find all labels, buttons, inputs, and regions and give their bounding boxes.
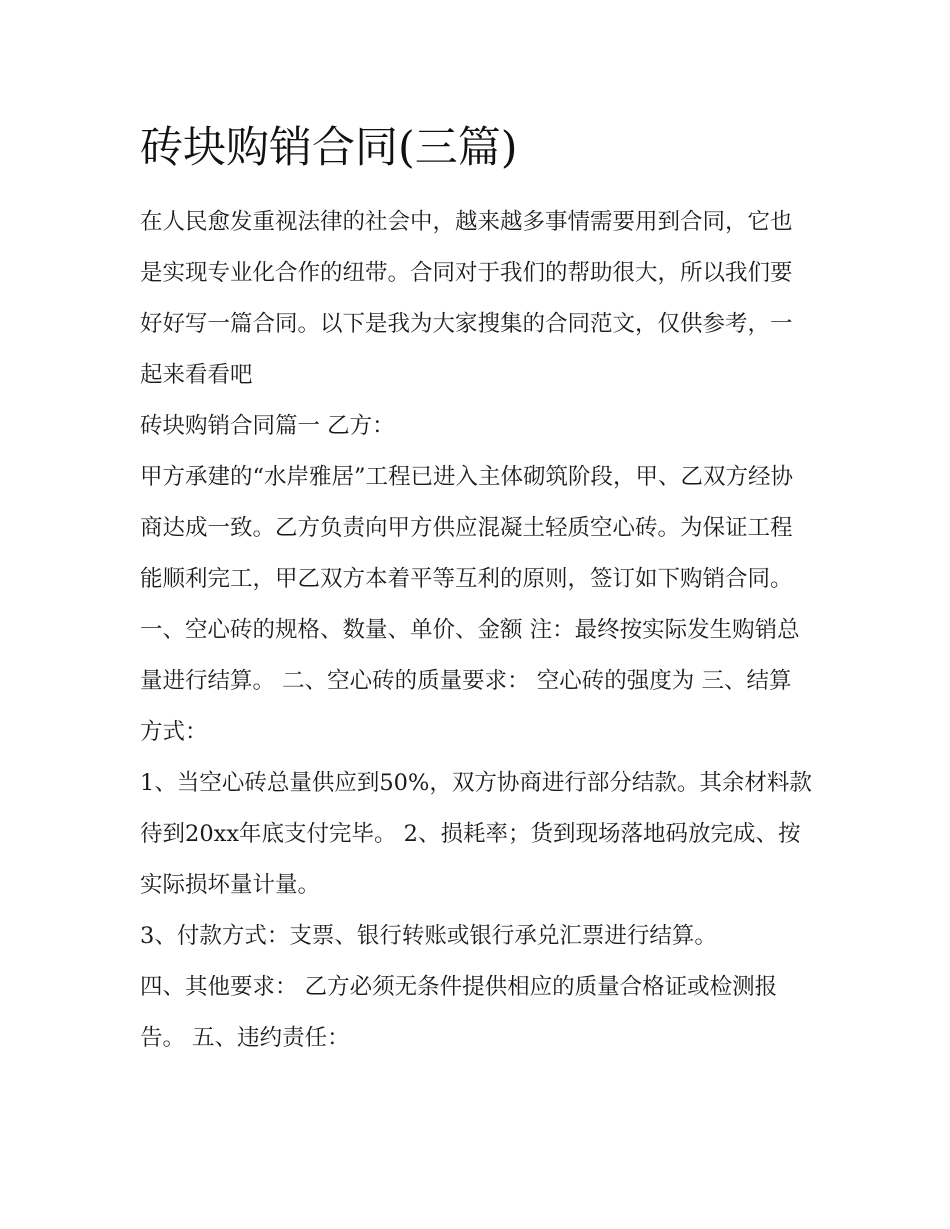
payment-method-paragraph: 3、付款方式：支票、银行转账或银行承兑汇票进行结算。 — [140, 923, 717, 949]
contract-heading-paragraph: 砖块购销合同篇一 乙方： — [140, 413, 395, 439]
settlement-paragraph: 1、当空心砖总量供应到50%，双方协商进行部分结款。其余材料款待到20xx年底支付完毕。 2、损耗率；货到现场落地码放完成、按实际损坏量计量。 — [140, 770, 812, 898]
other-requirements-paragraph: 四、其他要求： 乙方必须无条件提供相应的质量合格证或检测报告。 五、违约责任： — [140, 974, 778, 1051]
specification-paragraph: 一、空心砖的规格、数量、单价、金额 注：最终按实际发生购销总量进行结算。 二、空心砖的质量要求： 空心砖的强度为 三、结算方式： — [140, 617, 800, 745]
project-paragraph: 甲方承建的“水岸雅居”工程已进入主体砌筑阶段，甲、乙双方经协商达成一致。乙方负责向甲方供应混凝土轻质空心砖。为保证工程能顺利完工，甲乙双方本着平等互利的原则，签订如下购销合同。 — [140, 464, 794, 592]
document-title: 砖块购销合同(三篇) — [140, 123, 518, 173]
intro-paragraph: 在人民愈发重视法律的社会中，越来越多事情需要用到合同，它也是实现专业化合作的纽带。合同对于我们的帮助很大，所以我们要好好写一篇合同。以下是我为大家搜集的合同范文，仅供参考，一起来看看吧 — [140, 209, 793, 388]
document-body — [140, 197, 812, 1064]
